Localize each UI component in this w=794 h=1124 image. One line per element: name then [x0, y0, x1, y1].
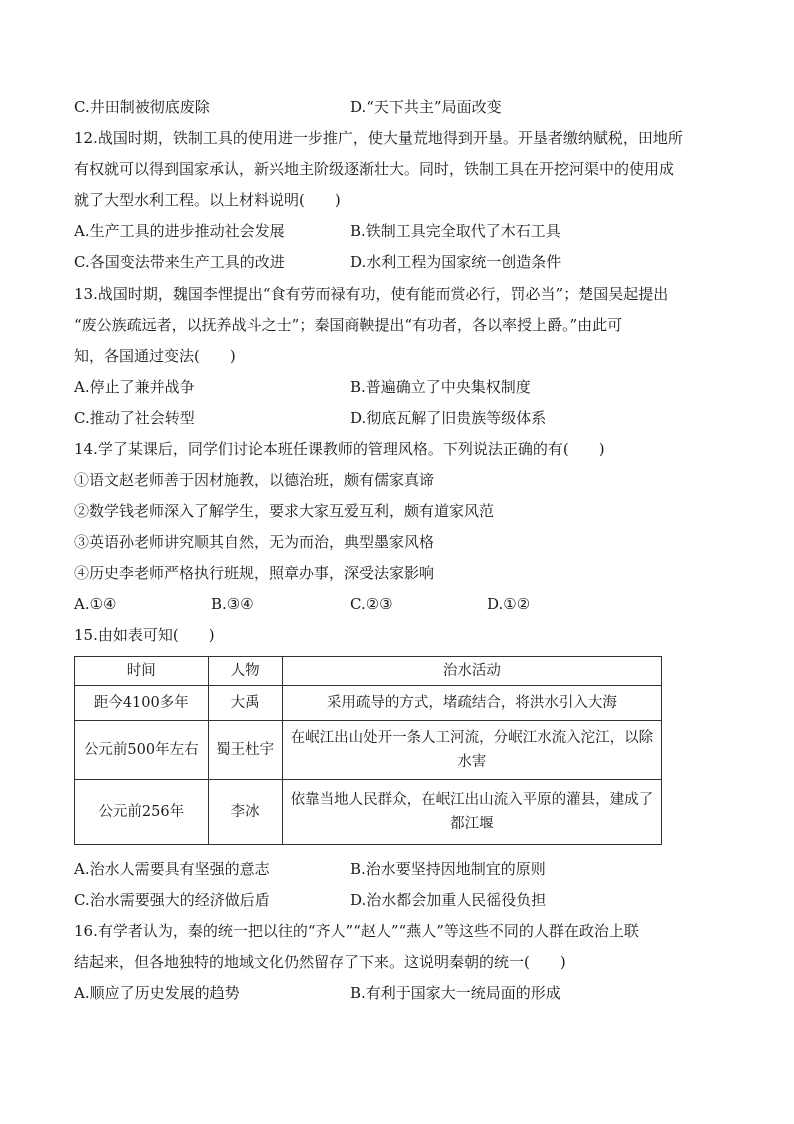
- q12-option-b: B.铁制工具完全取代了木石工具: [350, 222, 561, 240]
- q15-option-b: B.治水要坚持因地制宜的原则: [350, 860, 546, 878]
- table-cell-person: 李冰: [208, 780, 282, 845]
- q14-stem: 14.学了某课后，同学们讨论本班任课教师的管理风格。下列说法正确的有( ): [74, 440, 605, 458]
- q14-item-1: ①语文赵老师善于因材施教，以德治班，颇有儒家真谛: [74, 471, 435, 489]
- table-cell-time: 距今4100多年: [75, 686, 209, 721]
- q12-option-c: C.各国变法带来生产工具的改进: [74, 253, 285, 271]
- table-row: [75, 780, 662, 845]
- table-cell-activity: 在岷江出山处开一条人工河流，分岷江水流入沱江，以除水害: [282, 721, 661, 780]
- q13-option-b: B.普遍确立了中央集权制度: [350, 378, 531, 396]
- table-row: [75, 686, 662, 721]
- table-header-row: [75, 657, 662, 686]
- q11-option-d: D.“天下共主”局面改变: [350, 98, 502, 116]
- q15-option-c: C.治水需要强大的经济做后盾: [74, 891, 270, 909]
- q12-option-a: A.生产工具的进步推动社会发展: [74, 222, 285, 240]
- q14-item-2: ②数学钱老师深入了解学生，要求大家互爱互利，颇有道家风范: [74, 502, 495, 520]
- q13-stem-line-1: 13.战国时期，魏国李悝提出“食有劳而禄有功，使有能而赏必行，罚必当”；楚国吴起提出: [74, 285, 669, 303]
- table-cell-time: 公元前500年左右: [75, 721, 209, 780]
- table-cell-person: 大禹: [208, 686, 282, 721]
- q14-option-a: A.①④: [74, 595, 117, 613]
- q12-stem-line-2: 有权就可以得到国家承认，新兴地主阶级逐渐壮大。同时，铁制工具在开挖河渠中的使用成: [74, 160, 675, 178]
- q16-option-a: A.顺应了历史发展的趋势: [74, 984, 240, 1002]
- q14-option-d: D.①②: [487, 595, 531, 613]
- q14-option-b: B.③④: [211, 595, 254, 613]
- table-header-time: 时间: [75, 657, 209, 686]
- q13-stem-line-3: 知，各国通过变法( ): [74, 347, 236, 365]
- q16-stem-line-2: 结起来，但各地独特的地域文化仍然留存了下来。这说明秦朝的统一( ): [74, 953, 566, 971]
- table-cell-person: 蜀王杜宇: [208, 721, 282, 780]
- table-cell-time: 公元前256年: [75, 780, 209, 845]
- q15-option-a: A.治水人需要具有坚强的意志: [74, 860, 270, 878]
- q16-option-b: B.有利于国家大一统局面的形成: [350, 984, 561, 1002]
- q16-stem-line-1: 16.有学者认为，秦的统一把以往的“齐人”“赵人”“燕人”等这些不同的人群在政治上联: [74, 922, 639, 940]
- table-header-person: 人物: [208, 657, 282, 686]
- table-header-activity: 治水活动: [282, 657, 661, 686]
- q14-item-4: ④历史李老师严格执行班规，照章办事，深受法家影响: [74, 564, 435, 582]
- q13-option-c: C.推动了社会转型: [74, 409, 195, 427]
- table-cell-activity: 依靠当地人民群众，在岷江出山流入平原的灌县，建成了都江堰: [282, 780, 661, 845]
- table-cell-activity: 采用疏导的方式，堵疏结合，将洪水引入大海: [282, 686, 661, 721]
- q15-option-d: D.治水都会加重人民徭役负担: [350, 891, 547, 909]
- q14-item-3: ③英语孙老师讲究顺其自然，无为而治，典型墨家风格: [74, 533, 435, 551]
- q15-stem: 15.由如表可知( ): [74, 626, 215, 644]
- q12-stem-line-1: 12.战国时期，铁制工具的使用进一步推广，使大量荒地得到开垦。开垦者缴纳赋税，田地所: [74, 129, 683, 147]
- q13-option-d: D.彻底瓦解了旧贵族等级体系: [350, 409, 547, 427]
- q14-option-c: C.②③: [350, 595, 393, 613]
- q12-stem-line-3: 就了大型水利工程。以上材料说明( ): [74, 191, 341, 209]
- table-row: [75, 721, 662, 780]
- q13-stem-line-2: “废公族疏远者，以抚养战斗之士”；秦国商鞅提出“有功者，各以率授上爵。”由此可: [74, 316, 623, 334]
- flood-control-table: [74, 656, 662, 845]
- q12-option-d: D.水利工程为国家统一创造条件: [350, 253, 562, 271]
- q13-option-a: A.停止了兼并战争: [74, 378, 195, 396]
- q11-option-c: C.井田制被彻底废除: [74, 98, 210, 116]
